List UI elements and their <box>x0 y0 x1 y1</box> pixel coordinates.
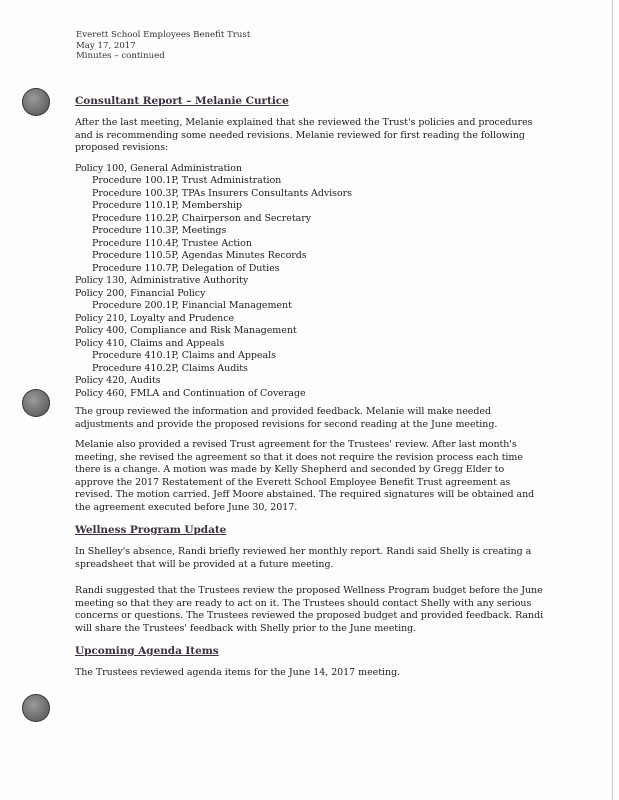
policy-list-item: Policy 400, Compliance and Risk Management <box>75 325 297 336</box>
paragraph: The group reviewed the information and provided feedback. Melanie will make needed adjustments and provide the proposed revisions for second reading at the June meeting. <box>75 406 498 430</box>
policy-list-item: Policy 200, Financial Policy <box>75 287 206 299</box>
procedure-list-item: Procedure 410.1P, Claims and Appeals <box>92 350 276 361</box>
procedure-list-item: Procedure 110.7P, Delegation of Duties <box>92 262 280 274</box>
policy-list-item: Policy 210, Loyalty and Prudence <box>75 312 235 324</box>
punch-hole <box>22 694 50 722</box>
minutes-body <box>75 95 545 680</box>
procedure-list-item: Procedure 110.5P, Agendas Minutes Records <box>92 250 307 261</box>
paragraph: In Shelley's absence, Randi briefly reviewed her monthly report. Randi said Shelly is creating a spreadsheet that will be provided at a future meeting. <box>75 546 532 570</box>
paragraph: The Trustees reviewed agenda items for the June 14, 2017 meeting. <box>75 667 401 678</box>
running-header <box>76 30 250 62</box>
procedure-list-item: Procedure 100.1P, Trust Administration <box>92 175 282 186</box>
punch-hole <box>22 389 50 417</box>
procedure-list-item: Procedure 110.1P, Membership <box>92 200 242 211</box>
policy-list-item: Policy 460, FMLA and Continuation of Coverage <box>75 387 306 399</box>
paragraph: Melanie also provided a revised Trust agreement for the Trustees' review. After last month's meeting, she revised the agreement so that it does not require the revision process each time there is a change. A motion was made by Kelly Shepherd and seconded by Gregg Elder to approve the 2017 Restatement of the Everett School Employee Benefit Trust agreement as revised. The motion carried. Jeff Moore abstained. The required signatures will be obtained and the agreement executed before June 30, 2017. <box>75 439 535 513</box>
page-edge <box>612 0 613 800</box>
procedure-list-item: Procedure 410.2P, Claims Audits <box>92 362 248 374</box>
header-doc-title: Minutes – continued <box>76 51 165 61</box>
policy-list <box>75 163 545 401</box>
procedure-list-item: Procedure 110.4P, Trustee Action <box>92 237 252 249</box>
policy-list-item: Policy 100, General Administration <box>75 162 242 174</box>
procedure-list-item: Procedure 200.1P, Financial Management <box>92 300 292 311</box>
paragraph: Randi suggested that the Trustees review the proposed Wellness Program budget before the June meeting so that they are ready to act on it. The Trustees should contact Shelly with any serious concerns or questions. The Trustees reviewed the proposed budget and provided feedback. Randi will share the Trustees' feedback with Shelly prior to the June meeting. <box>75 585 544 634</box>
section-heading-consultant-report: Consultant Report – Melanie Curtice <box>75 95 289 107</box>
paragraph: After the last meeting, Melanie explained that she reviewed the Trust's policies and procedures and is recommending some needed revisions. Melanie reviewed for first reading the following proposed revisions: <box>75 117 533 153</box>
procedure-list-item: Procedure 110.3P, Meetings <box>92 225 227 236</box>
section-heading-agenda: Upcoming Agenda Items <box>75 645 219 657</box>
procedure-list-item: Procedure 110.2P, Chairperson and Secretary <box>92 212 312 224</box>
policy-list-item: Policy 130, Administrative Authority <box>75 275 249 286</box>
header-org: Everett School Employees Benefit Trust <box>76 30 251 40</box>
header-date: May 17, 2017 <box>76 40 136 51</box>
section-heading-wellness: Wellness Program Update <box>75 524 227 536</box>
policy-list-item: Policy 420, Audits <box>75 375 161 386</box>
policy-list-item: Policy 410, Claims and Appeals <box>75 337 225 349</box>
punch-hole <box>22 88 50 116</box>
procedure-list-item: Procedure 100.3P, TPAs Insurers Consultants Advisors <box>92 187 352 199</box>
